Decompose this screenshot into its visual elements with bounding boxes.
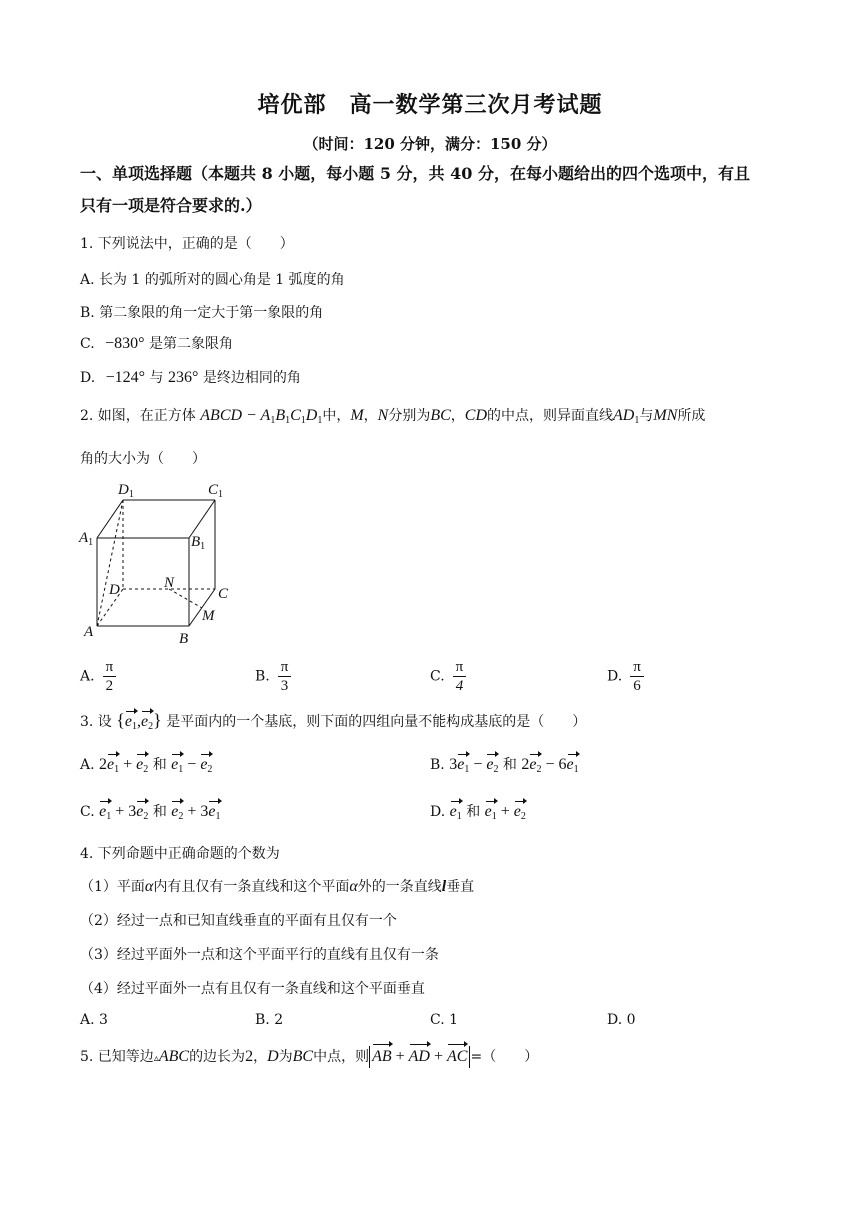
section-heading-line2: 只有一项是符合要求的.） <box>80 196 262 215</box>
q2-option-d: D. $\frac{\pi}{6}$ <box>607 658 644 695</box>
q1-option-c: C. −830° 是第二象限角 <box>80 335 233 352</box>
math-cube-name: ABCD − $A_1B_1C_1D_1$ <box>200 407 323 426</box>
q4-proposition-2: （2）经过一点和已知直线垂直的平面有且仅有一个 <box>80 913 397 929</box>
q4-proposition-4: （4）经过平面外一点有且仅有一条直线和这个平面垂直 <box>80 981 425 997</box>
page-title: 培优部 高一数学第三次月考试题 <box>257 92 603 118</box>
q2-option-c: C. $\frac{\pi}{4}$ <box>430 658 466 695</box>
vector-sum-magnitude: AB + AD + AC <box>369 1046 470 1068</box>
q2-stem-line1: 2. 如图，在正方体 ABCD − $A_1B_1C_1D_1$中，M，N分别为BC，CD的中点，则异面直线$AD_1$与MN所成 <box>80 407 706 426</box>
q4-option-b: B. 2 <box>255 1012 284 1028</box>
q4-option-a: A. 3 <box>80 1012 108 1028</box>
cube-figure <box>76 478 246 650</box>
exam-info: （时间：120 分钟，满分：150 分） <box>303 135 557 153</box>
q4-option-c: C. 1 <box>430 1012 459 1028</box>
q3-stem: 3. 设 $\{e_1,e_2\}$ 是平面内的一个基底，则下面的四组向量不能构成基底的是（ ） <box>80 710 587 732</box>
segment-mn <box>169 589 202 608</box>
label-n: N <box>164 575 175 591</box>
label-a: A <box>84 624 94 640</box>
q1-stem: 1. 下列说法中，正确的是（ ） <box>80 236 294 252</box>
q4-proposition-1: （1）平面α内有且仅有一条直线和这个平面α外的一条直线l垂直 <box>80 878 475 895</box>
q2-option-a: A. $\frac{\pi}{2}$ <box>80 658 116 695</box>
q1-option-a: A. 长为 1 的弧所对的圆心角是 1 弧度的角 <box>80 272 345 288</box>
edge-b1c1 <box>189 500 215 538</box>
math-angle: −124° <box>105 369 146 386</box>
q4-stem: 4. 下列命题中正确命题的个数为 <box>80 846 280 862</box>
q3-option-b: B. $3e_1 - e_2$ 和 $2e_2 - 6e_1$ <box>430 756 579 775</box>
q4-proposition-3: （3）经过平面外一点和这个平面平行的直线有且仅有一条 <box>80 947 439 963</box>
q5-stem: 5. 已知等边▵ABC的边长为2，D为BC中点，则 AB + AD + AC =（ ） <box>80 1046 538 1068</box>
q3-option-c: C. $e_1 + 3e_2$ 和 $e_2 + 3e_1$ <box>80 803 221 822</box>
label-d1: $D_1$ <box>118 482 134 500</box>
math-angle: 236° <box>167 369 199 386</box>
q4-option-d: D. 0 <box>607 1012 636 1028</box>
q2-stem-line2: 角的大小为（ ） <box>80 451 206 467</box>
section-heading-line1: 一、单项选择题（本题共 8 小题，每小题 5 分，共 40 分，在每小题给出的四个选项中，有且 <box>80 164 750 183</box>
q3-option-a: A. $2e_1 + e_2$ 和 $e_1 - e_2$ <box>80 756 213 775</box>
q1-option-b: B. 第二象限的角一定大于第一象限的角 <box>80 305 324 321</box>
label-a1: $A_1$ <box>79 530 94 548</box>
q2-option-b: B. $\frac{\pi}{3}$ <box>255 658 291 695</box>
math-angle: −830° <box>105 335 145 352</box>
label-b: B <box>179 631 189 647</box>
label-c: C <box>218 586 229 602</box>
label-d: D <box>109 582 120 598</box>
label-b1: $B_1$ <box>191 534 206 552</box>
q1-option-d: D. −124° 与 236° 是终边相同的角 <box>80 369 301 386</box>
label-m: M <box>202 608 215 624</box>
q3-option-d: D. $e_1$ 和 $e_1 + e_2$ <box>430 803 526 822</box>
label-c1: $C_1$ <box>208 482 224 500</box>
